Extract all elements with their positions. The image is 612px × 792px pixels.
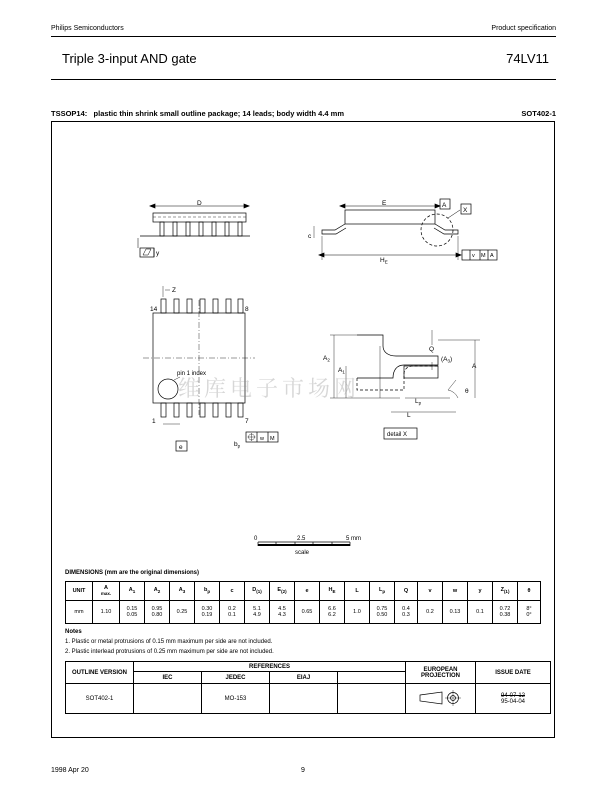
label-q: Q [429, 346, 435, 353]
dim-value-1: 1.10 [93, 601, 120, 624]
dim-header-4: $A_3$ [170, 582, 195, 601]
dim-value-6: 0.2 0.1 [220, 601, 245, 624]
label-z: Z [172, 287, 176, 294]
dim-value-7: 5.1 4.9 [245, 601, 270, 624]
package-description: plastic thin shrink small outline package; 14 leads; body width 4.4 mm [93, 109, 345, 118]
jedec-value: MO-153 [202, 684, 270, 714]
projection-icon [416, 690, 466, 706]
dim-value-0: mm [66, 601, 93, 624]
label-a1: $A_1$ [338, 367, 345, 375]
scale-tick-5: 5 mm [346, 536, 361, 542]
package-code: SOT402-1 [521, 109, 556, 118]
eiaj-header: EIAJ [270, 672, 338, 684]
label-m: M [481, 253, 486, 259]
dim-value-8: 4.5 4.3 [270, 601, 295, 624]
iec-value [134, 684, 202, 714]
dim-value-17: 0.72 0.38 [493, 601, 518, 624]
label-x: X [463, 207, 468, 214]
label-detail-x: detail X [387, 432, 408, 438]
dim-header-14: v [418, 582, 443, 601]
issue-date-header: ISSUE DATE [476, 662, 551, 684]
ref-blank-value [338, 684, 406, 714]
company-name: Philips Semiconductors [51, 25, 124, 32]
dim-value-11: 1.0 [345, 601, 370, 624]
dim-value-9: 0.65 [295, 601, 320, 624]
dim-value-18: 8° 0° [518, 601, 541, 624]
label-pin-index: pin 1 index [177, 371, 207, 377]
dim-header-11: L [345, 582, 370, 601]
jedec-header: JEDEC [202, 672, 270, 684]
dim-header-3: $A_2$ [145, 582, 170, 601]
note-2: 2. Plastic interlead protrusions of 0.25 mm maximum per side are not included. [65, 649, 274, 655]
label-c: c [308, 233, 312, 240]
references-header: REFERENCES [134, 662, 406, 672]
issue-dates [476, 684, 551, 714]
dim-value-14: 0.2 [418, 601, 443, 624]
issue-date-old: 94-07-12 [500, 692, 526, 699]
note-1: 1. Plastic or metal protrusions of 0.15 mm maximum per side are not included. [65, 639, 273, 645]
dim-value-4: 0.25 [170, 601, 195, 624]
dimensions-table [65, 581, 541, 624]
outline-value: SOT402-1 [66, 684, 134, 714]
label-d: D [197, 200, 202, 207]
label-pin14: 14 [150, 306, 158, 313]
footer-date: 1998 Apr 20 [51, 767, 89, 774]
label-pin1: 1 [152, 418, 156, 425]
label-pin7: 7 [245, 418, 249, 425]
label-e: E [382, 200, 387, 207]
scale-label: scale [295, 550, 310, 556]
part-number: 74LV11 [506, 51, 549, 66]
notes [65, 627, 274, 657]
issue-date-new: 95-04-04 [500, 698, 526, 705]
dim-value-2: 0.15 0.05 [120, 601, 145, 624]
watermark: 维库电子市场网 [178, 377, 361, 402]
label-a-ref: A [490, 253, 494, 259]
scale-tick-2-5: 2.5 [297, 536, 306, 542]
label-e-pitch: e [179, 444, 183, 451]
label-a-datum: A [442, 202, 447, 209]
dim-value-15: 0.13 [443, 601, 468, 624]
label-he: $H_E$ [380, 257, 388, 265]
dim-value-10: 6.6 6.2 [320, 601, 345, 624]
dim-value-12: 0.75 0.50 [370, 601, 395, 624]
projection-symbol [406, 684, 476, 714]
dim-header-13: Q [395, 582, 418, 601]
dim-value-16: 0.1 [468, 601, 493, 624]
label-l: L [407, 412, 411, 419]
label-theta: θ [465, 388, 469, 395]
side-view-width [314, 199, 497, 260]
top-view-leads-top [161, 299, 243, 313]
top-view [143, 286, 278, 451]
notes-title: Notes [65, 629, 82, 635]
dim-value-5: 0.30 0.19 [195, 601, 220, 624]
dim-header-17: $Z_{(1)}$ [493, 582, 518, 601]
side-view-leads [160, 222, 242, 236]
doc-type: Product specification [491, 25, 556, 32]
label-m-top: M [270, 436, 275, 442]
dim-header-7: $D_{(1)}$ [245, 582, 270, 601]
footer-page: 9 [301, 767, 305, 774]
label-a3: $(A_3)$ [441, 356, 453, 364]
side-view-length [138, 204, 250, 257]
dim-header-9: e [295, 582, 320, 601]
dimensions-title: DIMENSIONS (mm are the original dimensions) [65, 570, 200, 576]
eiaj-value [270, 684, 338, 714]
dim-header-16: y [468, 582, 493, 601]
label-lp: $L_p$ [415, 398, 422, 406]
dim-header-2: $A_1$ [120, 582, 145, 601]
dim-header-5: $b_p$ [195, 582, 220, 601]
dim-header-6: c [220, 582, 245, 601]
dim-header-12: $L_p$ [370, 582, 395, 601]
dim-value-13: 0.4 0.3 [395, 601, 418, 624]
dim-header-18: θ [518, 582, 541, 601]
label-y: y [156, 250, 160, 257]
dim-value-3: 0.95 0.80 [145, 601, 170, 624]
dim-header-15: w [443, 582, 468, 601]
outline-version-header: OUTLINE VERSION [66, 662, 134, 684]
dim-header-8: $E_{(2)}$ [270, 582, 295, 601]
label-bp: $b_p$ [234, 441, 241, 449]
dim-header-0: UNIT [66, 582, 93, 601]
label-a2: $A_2$ [323, 355, 330, 363]
package-name: TSSOP14: [51, 109, 88, 118]
page-title: Triple 3-input AND gate [62, 51, 197, 66]
projection-header: EUROPEAN PROJECTION [406, 662, 476, 684]
dim-header-10: $H_E$ [320, 582, 345, 601]
ref-blank-header [338, 672, 406, 684]
label-v: v [472, 253, 475, 259]
label-pin8: 8 [245, 306, 249, 313]
scale-bar [258, 542, 350, 546]
label-w: w [260, 436, 264, 442]
scale-tick-0: 0 [254, 536, 258, 542]
dim-header-1: A max. [93, 582, 120, 601]
references-table [65, 661, 551, 714]
iec-header: IEC [134, 672, 202, 684]
top-view-leads-bottom [161, 403, 243, 417]
label-a-height: A [472, 363, 477, 370]
